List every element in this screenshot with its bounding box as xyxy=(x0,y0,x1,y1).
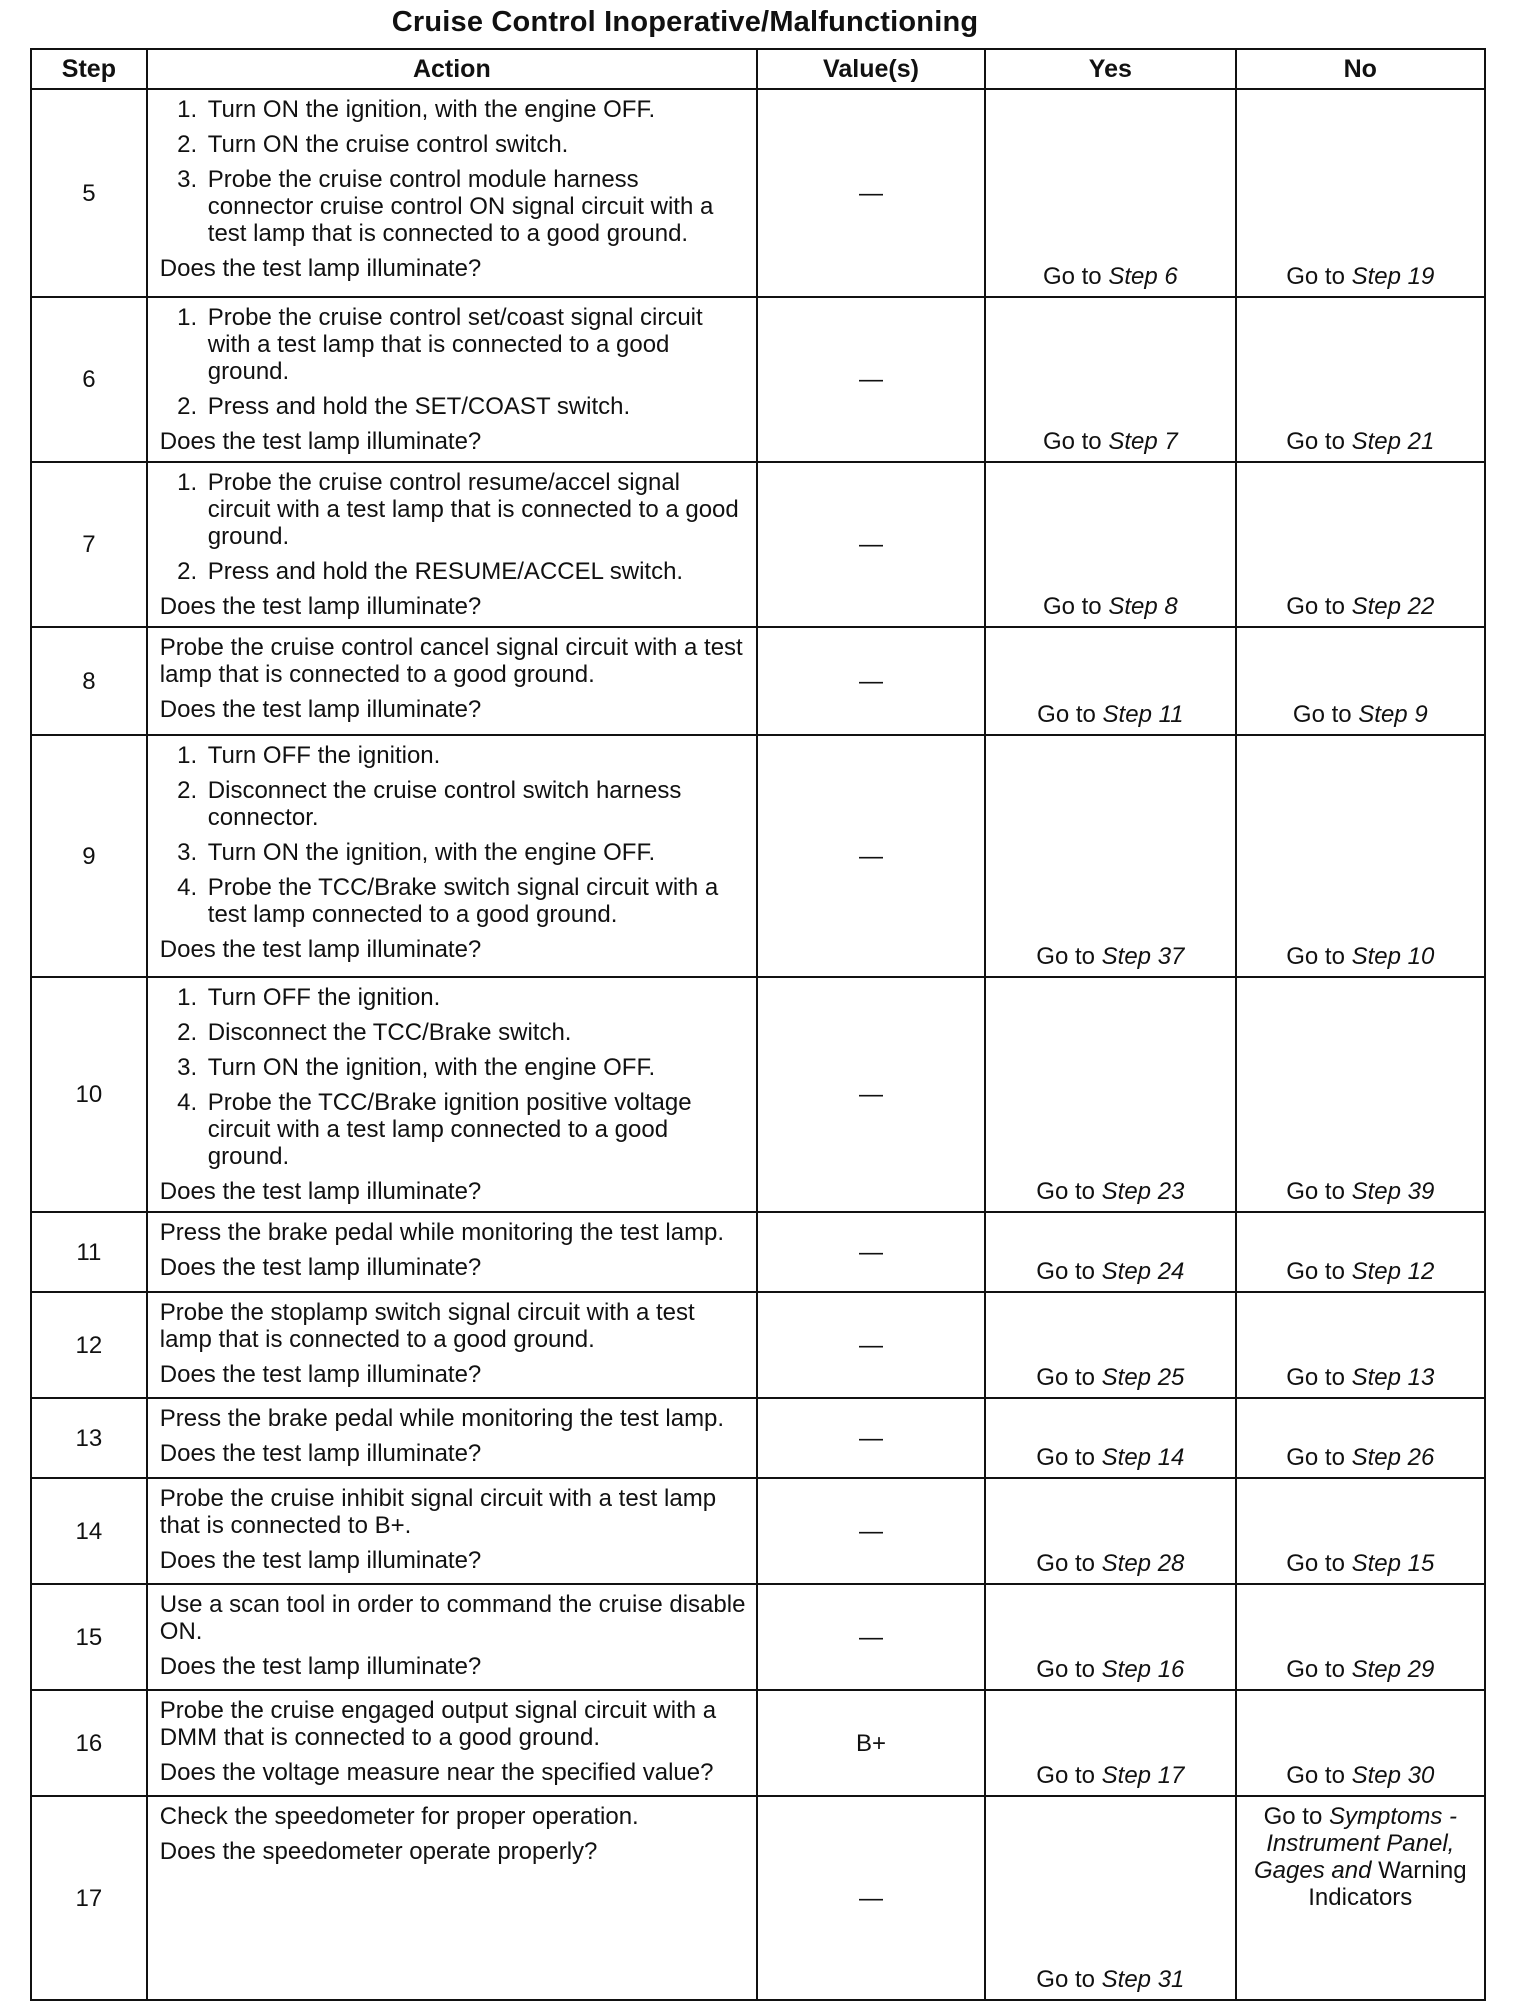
question: Does the test lamp illuminate? xyxy=(159,1254,482,1281)
value-cell: — xyxy=(757,1292,985,1398)
yes-step-ref: Step 11 xyxy=(1102,701,1184,728)
value-cell: — xyxy=(757,297,985,462)
no-step-ref: Step 13 xyxy=(1351,1364,1435,1391)
value-cell: — xyxy=(757,977,985,1212)
no-cell: Go to Step 13 xyxy=(1236,1292,1485,1398)
header-action: Action xyxy=(147,49,757,89)
yes-step-ref: Step 16 xyxy=(1101,1656,1185,1683)
table-row xyxy=(31,1478,1485,1584)
step-number: 14 xyxy=(31,1478,147,1584)
header-yes: Yes xyxy=(985,49,1235,89)
no-step-ref: Step 26 xyxy=(1351,1444,1435,1471)
value-cell: — xyxy=(757,1212,985,1292)
action-item: 1. Turn ON the ignition, with the engine OFF. xyxy=(204,96,746,123)
step-number: 17 xyxy=(31,1796,147,2000)
action-cell xyxy=(147,1478,757,1584)
step-number: 5 xyxy=(31,89,147,297)
header-step: Step xyxy=(31,49,147,89)
header-no: No xyxy=(1236,49,1485,89)
no-reference: Symptoms - Instrument Panel, Gages and xyxy=(1254,1803,1457,1884)
step-number: 9 xyxy=(31,735,147,977)
yes-cell: Go to Step 37 xyxy=(985,735,1235,977)
table-row xyxy=(31,297,1485,462)
action-item: 1. Turn OFF the ignition. xyxy=(204,742,746,769)
no-cell: Go to Step 30 xyxy=(1236,1690,1485,1796)
question: Does the test lamp illuminate? xyxy=(159,1440,482,1467)
value-cell: — xyxy=(757,1796,985,2000)
yes-step-ref: Step 37 xyxy=(1101,943,1185,970)
step-number: 11 xyxy=(31,1212,147,1292)
step-number: 15 xyxy=(31,1584,147,1690)
step-number: 16 xyxy=(31,1690,147,1796)
action-cell xyxy=(147,627,757,735)
table-row xyxy=(31,1398,1485,1478)
action-text: Probe the cruise engaged output signal circuit with a DMM that is connected to a good ground. xyxy=(159,1697,717,1751)
question: Does the test lamp illuminate? xyxy=(159,936,482,963)
action-cell xyxy=(147,1292,757,1398)
yes-step-ref: Step 14 xyxy=(1101,1444,1185,1471)
yes-cell: Go to Step 28 xyxy=(985,1478,1235,1584)
header-values: Value(s) xyxy=(757,49,985,89)
no-reference-plain: Warning Indicators xyxy=(1308,1857,1467,1911)
no-cell: Go to Step 29 xyxy=(1236,1584,1485,1690)
step-number: 8 xyxy=(31,627,147,735)
yes-step-ref: Step 24 xyxy=(1101,1258,1185,1285)
step-number: 10 xyxy=(31,977,147,1212)
diagnostic-table xyxy=(30,48,1486,2001)
action-text: Check the speedometer for proper operation. xyxy=(159,1803,639,1830)
value-cell: — xyxy=(757,1478,985,1584)
action-cell xyxy=(147,1584,757,1690)
table-row xyxy=(31,1584,1485,1690)
action-cell xyxy=(147,735,757,977)
yes-step-ref: Step 7 xyxy=(1108,428,1178,455)
no-cell: Go to Step 19 xyxy=(1236,89,1485,297)
action-cell xyxy=(147,1398,757,1478)
yes-cell: Go to Step 7 xyxy=(985,297,1235,462)
action-item: 1. Turn OFF the ignition. xyxy=(204,984,746,1011)
question: Does the test lamp illuminate? xyxy=(159,1178,482,1205)
yes-step-ref: Step 25 xyxy=(1101,1364,1185,1391)
value-cell: — xyxy=(757,627,985,735)
no-cell: Go to Step 21 xyxy=(1236,297,1485,462)
question: Does the test lamp illuminate? xyxy=(159,1653,482,1680)
no-cell: Go to Step 39 xyxy=(1236,977,1485,1212)
no-step-ref: Step 19 xyxy=(1351,263,1435,290)
action-text: Probe the cruise control cancel signal circuit with a test lamp that is connected to a good ground. xyxy=(159,634,743,688)
table-row xyxy=(31,1690,1485,1796)
action-item: 3. Turn ON the ignition, with the engine OFF. xyxy=(204,1054,746,1081)
action-item: 2. Press and hold the RESUME/ACCEL switch. xyxy=(204,558,746,585)
table-row xyxy=(31,1292,1485,1398)
no-cell: Go to Step 26 xyxy=(1236,1398,1485,1478)
no-step-ref: Step 30 xyxy=(1351,1762,1435,1789)
action-item: 1. Probe the cruise control resume/accel signal circuit with a test lamp that is connected to a good ground. xyxy=(204,469,746,550)
action-item: 4. Probe the TCC/Brake switch signal circuit with a test lamp connected to a good ground. xyxy=(204,874,746,928)
action-cell xyxy=(147,1690,757,1796)
question: Does the test lamp illuminate? xyxy=(159,1547,482,1574)
value-cell: — xyxy=(757,735,985,977)
value-cell: — xyxy=(757,1398,985,1478)
action-item: 2. Press and hold the SET/COAST switch. xyxy=(204,393,746,420)
table-row xyxy=(31,89,1485,297)
table-row xyxy=(31,1212,1485,1292)
action-item: 3. Turn ON the ignition, with the engine OFF. xyxy=(204,839,746,866)
action-cell xyxy=(147,297,757,462)
question: Does the speedometer operate properly? xyxy=(159,1838,598,1865)
yes-cell: Go to Step 14 xyxy=(985,1398,1235,1478)
no-step-ref: Step 22 xyxy=(1351,593,1435,620)
value-cell: B+ xyxy=(757,1690,985,1796)
no-step-ref: Step 29 xyxy=(1351,1656,1435,1683)
question: Does the voltage measure near the specified value? xyxy=(159,1759,714,1786)
step-number: 7 xyxy=(31,462,147,627)
action-text: Press the brake pedal while monitoring the test lamp. xyxy=(159,1405,725,1432)
step-number: 6 xyxy=(31,297,147,462)
action-text: Use a scan tool in order to command the cruise disable ON. xyxy=(159,1591,746,1645)
no-cell: Go to Step 15 xyxy=(1236,1478,1485,1584)
action-item: 2. Turn ON the cruise control switch. xyxy=(204,131,746,158)
yes-cell: Go to Step 8 xyxy=(985,462,1235,627)
action-cell xyxy=(147,462,757,627)
no-cell: Go to Step 12 xyxy=(1236,1212,1485,1292)
table-row xyxy=(31,735,1485,977)
yes-cell: Go to Step 6 xyxy=(985,89,1235,297)
action-item: 2. Disconnect the cruise control switch harness connector. xyxy=(204,777,746,831)
no-cell: Go to Symptoms - Instrument Panel, Gages and Warning Indicators xyxy=(1236,1796,1485,2000)
action-item: 1. Probe the cruise control set/coast signal circuit with a test lamp that is connected to a good ground. xyxy=(204,304,746,385)
step-number: 12 xyxy=(31,1292,147,1398)
yes-step-ref: Step 17 xyxy=(1101,1762,1185,1789)
yes-cell: Go to Step 16 xyxy=(985,1584,1235,1690)
action-cell xyxy=(147,1212,757,1292)
action-cell xyxy=(147,977,757,1212)
no-step-ref: Step 21 xyxy=(1351,428,1435,455)
yes-cell: Go to Step 24 xyxy=(985,1212,1235,1292)
yes-step-ref: Step 6 xyxy=(1108,263,1178,290)
question: Does the test lamp illuminate? xyxy=(159,255,482,282)
action-text: Press the brake pedal while monitoring the test lamp. xyxy=(159,1219,725,1246)
no-cell: Go to Step 22 xyxy=(1236,462,1485,627)
question: Does the test lamp illuminate? xyxy=(159,696,482,723)
action-text: Probe the stoplamp switch signal circuit with a test lamp that is connected to a good ground. xyxy=(159,1299,695,1353)
action-text: Probe the cruise inhibit signal circuit with a test lamp that is connected to B+. xyxy=(159,1485,717,1539)
table-row xyxy=(31,977,1485,1212)
header-row xyxy=(31,49,1485,89)
no-cell: Go to Step 9 xyxy=(1236,627,1485,735)
yes-cell: Go to Step 31 xyxy=(985,1796,1235,2000)
question: Does the test lamp illuminate? xyxy=(159,1361,482,1388)
yes-step-ref: Step 31 xyxy=(1101,1966,1185,1993)
question: Does the test lamp illuminate? xyxy=(159,428,482,455)
yes-step-ref: Step 28 xyxy=(1101,1550,1185,1577)
table-row xyxy=(31,462,1485,627)
no-step-ref: Step 9 xyxy=(1358,701,1428,728)
value-cell: — xyxy=(757,462,985,627)
no-step-ref: Step 39 xyxy=(1351,1178,1435,1205)
step-number: 13 xyxy=(31,1398,147,1478)
table-row xyxy=(31,1796,1485,2000)
yes-step-ref: Step 8 xyxy=(1108,593,1178,620)
action-item: 2. Disconnect the TCC/Brake switch. xyxy=(204,1019,746,1046)
table-row xyxy=(31,627,1485,735)
no-step-ref: Step 10 xyxy=(1351,943,1435,970)
page-title: Cruise Control Inoperative/Malfunctioning xyxy=(391,6,979,38)
yes-cell: Go to Step 23 xyxy=(985,977,1235,1212)
value-cell: — xyxy=(757,89,985,297)
yes-cell: Go to Step 25 xyxy=(985,1292,1235,1398)
action-item: 3. Probe the cruise control module harness connector cruise control ON signal circuit with a test lamp that is connected to a good ground. xyxy=(204,166,746,247)
action-item: 4. Probe the TCC/Brake ignition positive voltage circuit with a test lamp connected to a good ground. xyxy=(204,1089,746,1170)
question: Does the test lamp illuminate? xyxy=(159,593,482,620)
no-step-ref: Step 12 xyxy=(1351,1258,1435,1285)
action-cell xyxy=(147,1796,757,2000)
yes-cell: Go to Step 11 xyxy=(985,627,1235,735)
action-cell xyxy=(147,89,757,297)
no-cell: Go to Step 10 xyxy=(1236,735,1485,977)
yes-cell: Go to Step 17 xyxy=(985,1690,1235,1796)
value-cell: — xyxy=(757,1584,985,1690)
no-step-ref: Step 15 xyxy=(1351,1550,1435,1577)
yes-step-ref: Step 23 xyxy=(1101,1178,1185,1205)
